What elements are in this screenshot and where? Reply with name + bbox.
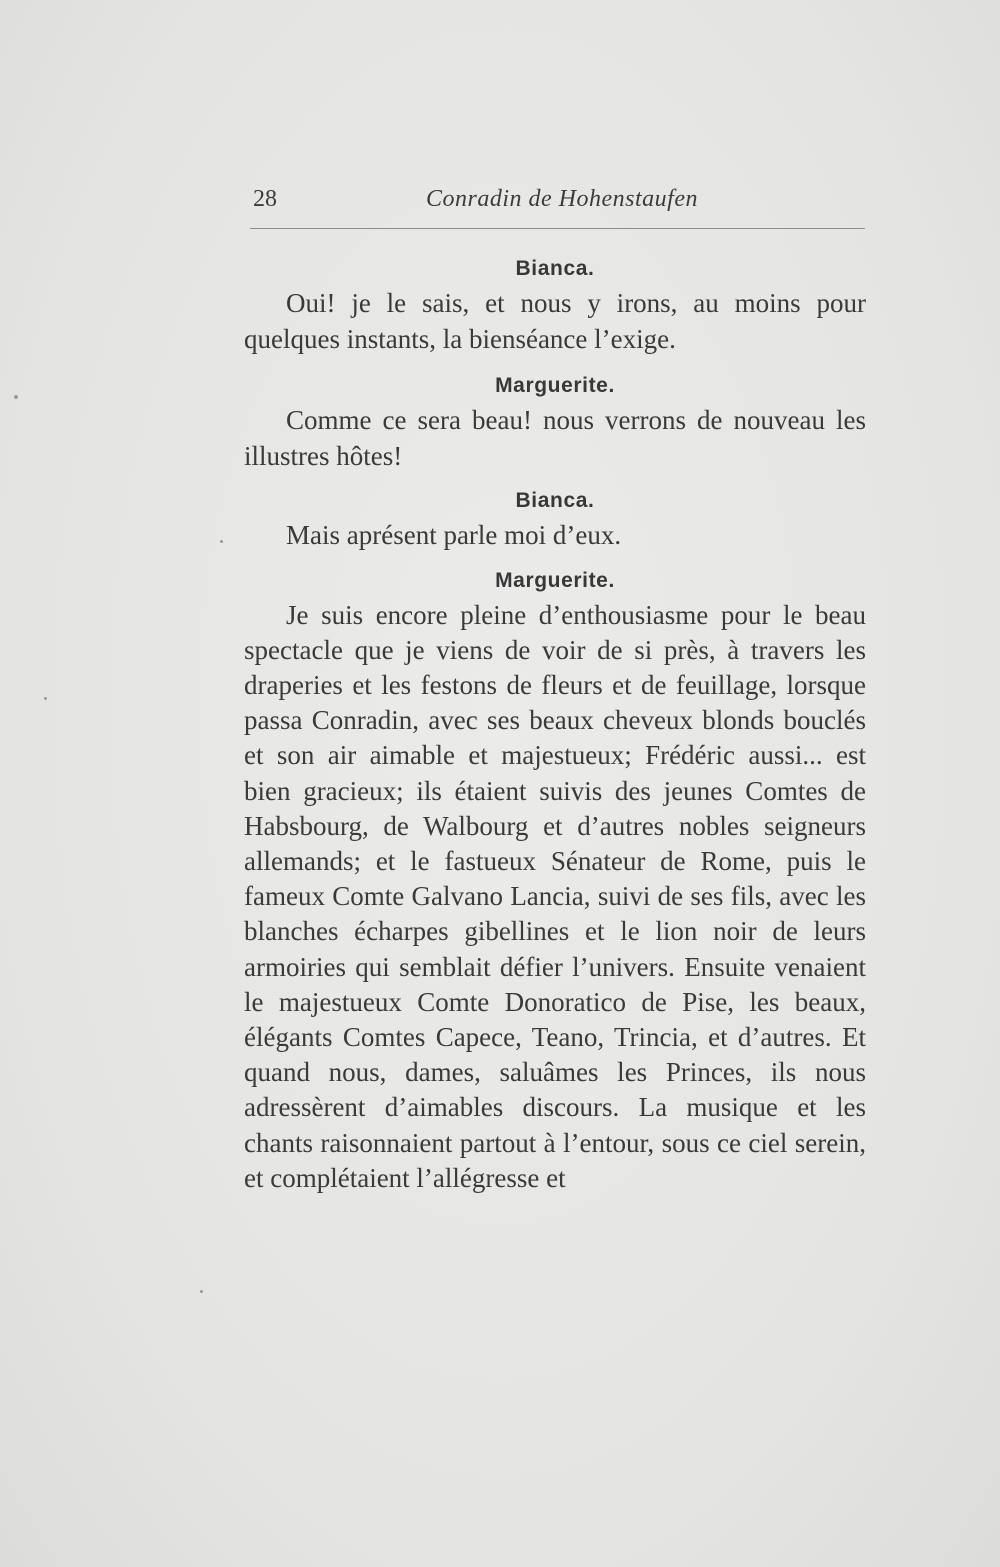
dialogue-paragraph: Mais aprésent parle moi d’eux. xyxy=(286,520,622,550)
page-number: 28 xyxy=(253,186,277,212)
dialogue-paragraph: Je suis encore pleine d’enthousiasme pour le beau spectacle que je viens de voir de si près, à travers les draperies et les festons de fleurs et de feuillage, lorsque passa Conradin, avec ses beaux cheveux blonds bouclés et son air aimable et majestueux; Frédéric aussi... est bien gracieux; ils étaient suivis des jeunes Comtes de Habsbourg, de Walbourg et d’autres nobles seigneurs allemands; et le fastueux Sénateur de Rome, puis le fameux Comte Galvano Lancia, suivi de ses fils, avec les blanches écharpes gibellines et le lion noir de leurs armoiries qui semblait défier l’univers. Ensuite venaient le majestueux Comte Donoratico de Pise, les beaux, élégants Comtes Capece, Teano, Trincia, et d’autres. Et quand nous, dames, saluâmes les Princes, ils nous adressèrent d’aimables discours. La musique et les chants raisonnaient partout à l’entour, sous ce ciel serein, et complétaient l’allégresse et xyxy=(244,599,866,1193)
header-rule xyxy=(250,228,865,229)
paper-speck xyxy=(14,395,18,399)
speaker-name: Marguerite. xyxy=(495,568,615,592)
dialogue-text xyxy=(244,252,866,1196)
speaker-name: Bianca. xyxy=(515,257,595,280)
paper-speck xyxy=(44,697,47,700)
dialogue-paragraph: Comme ce sera beau! nous verrons de nouveau les illustres hôtes! xyxy=(244,405,866,471)
speaker-name: Marguerite. xyxy=(495,374,615,397)
page-header xyxy=(250,186,865,220)
paper-speck xyxy=(220,540,223,543)
dialogue-paragraph: Oui! je le sais, et nous y irons, au moins pour quelques instants, la bienséance l’exige. xyxy=(244,288,866,354)
paper-speck xyxy=(200,1290,203,1293)
running-title: Conradin de Hohenstaufen xyxy=(426,186,698,212)
speaker-name: Bianca. xyxy=(515,489,595,512)
